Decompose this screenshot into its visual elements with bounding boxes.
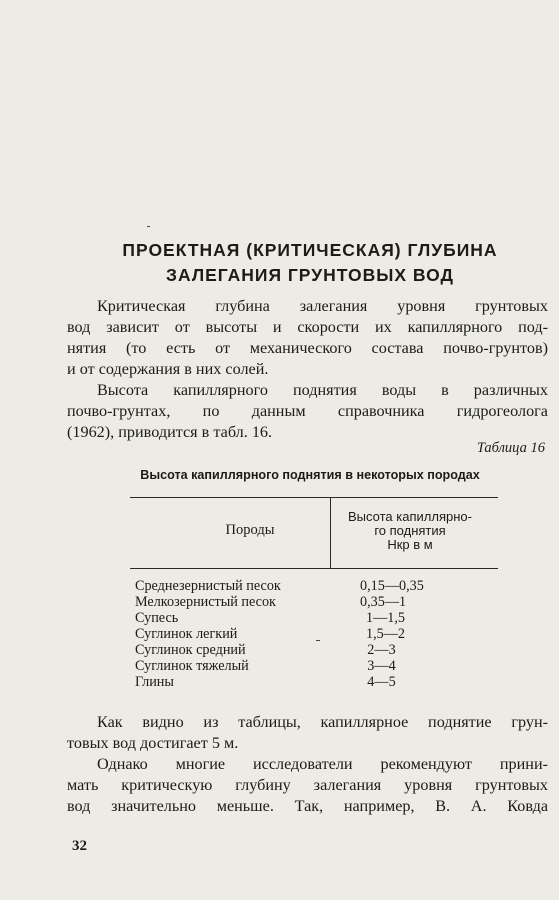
rock-name: Мелкозернистый песок (135, 594, 276, 610)
section-heading (60, 238, 559, 288)
heading-line-1: ПРОЕКТНАЯ (КРИТИЧЕСКАЯ) ГЛУБИНА (122, 240, 498, 260)
rock-name: Глины (135, 674, 174, 690)
text-line: Высота капиллярного поднятия воды в различных (97, 381, 548, 399)
table-row (135, 626, 475, 642)
table-top-rule (130, 497, 498, 498)
table-title: Высота капиллярного поднятия в некоторых породах (140, 468, 480, 482)
table-row (135, 578, 475, 594)
rise-height: 3—4 (367, 658, 396, 674)
rise-height: 0,15—0,35 (360, 578, 424, 594)
rise-height: 2—3 (367, 642, 396, 658)
column-header-height-line-3: Hкр в м (387, 537, 433, 552)
rise-height: 1,5—2 (365, 626, 405, 642)
paragraph-1 (67, 296, 548, 380)
table-number: Таблица 16 (476, 440, 545, 456)
column-header-height (335, 510, 485, 552)
text-line: товых вод достигает 5 м. (67, 734, 239, 752)
rise-height: 0,35—1 (360, 594, 407, 610)
paragraph-4 (67, 754, 548, 817)
text-line: нятия (то есть от механического состава почво-грунтов) (67, 339, 548, 357)
print-speck (147, 226, 150, 227)
paragraph-2 (67, 380, 548, 443)
table-row (135, 658, 475, 674)
rise-height: 1—1,5 (365, 610, 405, 626)
table-body (135, 578, 475, 690)
rock-name: Суглинок тяжелый (135, 658, 249, 674)
text-line: почво-грунтах, по данным справочника гидрогеолога (67, 402, 548, 420)
rock-name: Суглинок средний (135, 642, 246, 658)
table-row (135, 610, 475, 626)
column-header-height-line-2: го поднятия (374, 523, 446, 538)
rock-name: Супесь (135, 610, 179, 626)
column-header-height-line-1: Высота капиллярно- (348, 509, 472, 524)
text-line: и от содержания в них солей. (67, 360, 269, 378)
page-number: 32 (72, 838, 87, 854)
table-row (135, 642, 475, 658)
text-line: Однако многие исследователи рекомендуют прини- (97, 755, 548, 773)
text-line: Критическая глубина залегания уровня грунтовых (97, 297, 548, 315)
text-line: вод значительно меньше. Так, например, В. А. Ковда (67, 797, 548, 815)
print-speck (316, 640, 320, 641)
text-line: вод зависит от высоты и скорости их капиллярного под- (67, 318, 548, 336)
table-header-rule (130, 568, 498, 569)
table-row (135, 594, 475, 610)
column-header-rocks: Породы (225, 522, 275, 538)
paragraph-3 (67, 712, 548, 754)
text-line: мать критическую глубину залегания уровня грунтовых (67, 776, 548, 794)
text-line: (1962), приводится в табл. 16. (67, 423, 273, 441)
rock-name: Среднезернистый песок (135, 578, 281, 594)
rise-height: 4—5 (367, 674, 396, 690)
text-line: Как видно из таблицы, капиллярное поднятие грун- (97, 713, 548, 731)
rock-name: Суглинок легкий (135, 626, 238, 642)
heading-line-2: ЗАЛЕГАНИЯ ГРУНТОВЫХ ВОД (166, 265, 454, 285)
table-row (135, 674, 475, 690)
